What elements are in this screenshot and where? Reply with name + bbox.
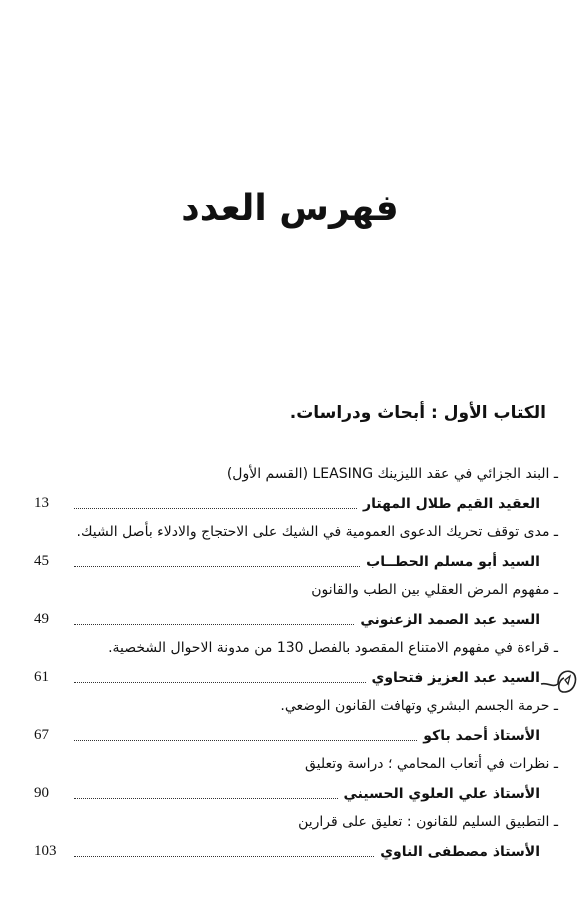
dot-leader <box>74 508 357 509</box>
toc-entry-title: ـ قراءة في مفهوم الامتناع المقصود بالفصل 130 من مدونة الاحوال الشخصية. <box>108 640 558 656</box>
toc-entry <box>34 460 558 518</box>
toc-entry-author: العقيد القيم طلال المهتار <box>363 495 540 512</box>
toc-entry-line <box>34 547 558 576</box>
toc-entry <box>34 692 558 750</box>
dot-leader <box>74 566 360 567</box>
table-of-contents <box>34 460 558 866</box>
toc-entry-line <box>34 663 558 692</box>
toc-entry-author: الأستاذ علي العلوي الحسيني <box>343 785 540 802</box>
dot-leader <box>74 682 366 683</box>
toc-entry-title: ـ التطبيق السليم للقانون : تعليق على قرارين <box>298 814 558 830</box>
toc-entry-title: ـ البند الجزائي في عقد الليزينك LEASING (القسم الأول) <box>226 466 558 482</box>
toc-entry-title: ـ نظرات في أتعاب المحامي ؛ دراسة وتعليق <box>304 756 558 772</box>
page-title: فهرس العدد <box>181 188 399 229</box>
toc-entry-page: 13 <box>34 495 49 511</box>
toc-entry-author: الأستاذ مصطفى الناوي <box>380 843 540 860</box>
toc-entry <box>34 750 558 808</box>
dot-leader <box>74 798 338 799</box>
dot-leader <box>74 856 374 857</box>
toc-entry-line <box>34 489 558 518</box>
toc-entry-author: السيد عبد العزيز فتحاوي <box>371 669 540 686</box>
toc-entry-line <box>34 779 558 808</box>
toc-entry-page: 49 <box>34 611 49 627</box>
toc-entry <box>34 808 558 866</box>
section-heading: الكتاب الأول : أبحاث ودراسات. <box>289 403 546 423</box>
toc-entry-title: ـ مدى توقف تحريك الدعوى العمومية في الشيك على الاحتجاج والادلاء بأصل الشيك. <box>76 524 558 540</box>
toc-entry-page: 103 <box>34 843 57 859</box>
dot-leader <box>74 624 354 625</box>
toc-entry-author: السيد عبد الصمد الزعنوني <box>360 611 540 628</box>
toc-entry-title: ـ حرمة الجسم البشري وتهافت القانون الوضعي. <box>280 698 558 714</box>
toc-entry-page: 45 <box>34 553 49 569</box>
handwritten-margin-mark <box>538 664 578 702</box>
toc-entry <box>34 634 558 692</box>
toc-entry-line <box>34 837 558 866</box>
toc-entry-page: 61 <box>34 669 49 685</box>
toc-entry-line <box>34 721 558 750</box>
toc-entry-title: ـ مفهوم المرض العقلي بين الطب والقانون <box>311 582 558 598</box>
toc-entry-author: السيد أبو مسلم الحطــاب <box>366 553 540 570</box>
toc-entry <box>34 576 558 634</box>
toc-entry-page: 67 <box>34 727 49 743</box>
toc-entry-line <box>34 605 558 634</box>
dot-leader <box>74 740 417 741</box>
toc-entry <box>34 518 558 576</box>
toc-entry-page: 90 <box>34 785 49 801</box>
toc-entry-author: الأستاذ أحمد باكو <box>423 727 540 744</box>
